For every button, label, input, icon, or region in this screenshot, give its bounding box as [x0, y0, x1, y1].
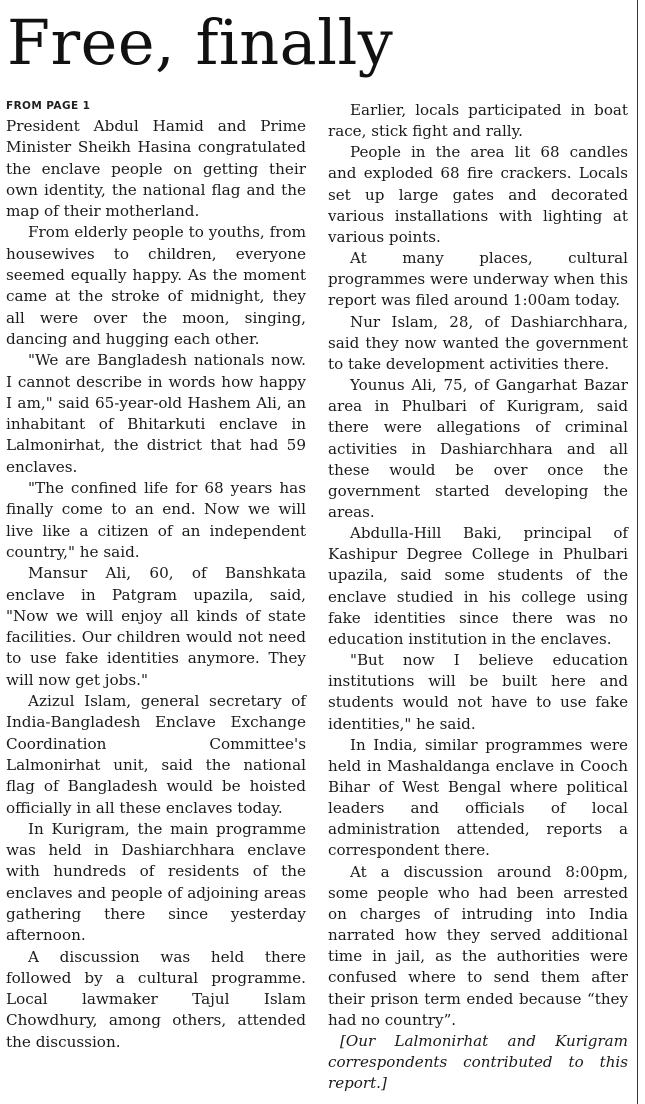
- credit-line: [Our Lalmonirhat and Kurigram correspondents contributed to this report.]: [328, 1031, 628, 1093]
- paragraph: In India, similar programmes were held in Mashaldanga enclave in Cooch Bihar of West Bengal where political leaders and officials of local administration attended, reports a correspondent there.: [328, 735, 628, 860]
- paragraph: "We are Bangladesh nationals now. I cannot describe in words how happy I am," said 65-year-old Hashem Ali, an inhabitant of Bhitarkuti enclave in Lalmonirhat, the district that had 59 enclaves.: [6, 351, 306, 476]
- left-column: [6, 100, 306, 1053]
- right-column: [328, 100, 628, 1094]
- paragraph: At many places, cultural programmes were underway when this report was filed around 1:00am today.: [328, 249, 628, 310]
- paragraph: At a discussion around 8:00pm, some people who had been arrested on charges of intruding into India narrated how they served additional time in jail, as the authorities were confused where to send them after their prison term ended because “they had no country”.: [328, 862, 628, 1029]
- paragraph: From elderly people to youths, from housewives to children, everyone seemed equally happy. As the moment came at the stroke of midnight, they all were over the moon, singing, dancing and hugging each other.: [6, 223, 306, 348]
- column-rule: [637, 0, 638, 1104]
- paragraph: President Abdul Hamid and Prime Minister Sheikh Hasina congratulated the enclave people on getting their own identity, the national flag and the map of their motherland.: [6, 117, 306, 221]
- paragraph: Mansur Ali, 60, of Banshkata enclave in Patgram upazila, said, "Now we will enjoy all kinds of state facilities. Our children would not need to use fake identities anymore. They will now get jobs.": [6, 564, 306, 689]
- paragraph: People in the area lit 68 candles and exploded 68 fire crackers. Locals set up large gates and decorated various installations with lighting at various points.: [328, 143, 628, 246]
- paragraph: Nur Islam, 28, of Dashiarchhara, said they now wanted the government to take development activities there.: [328, 312, 628, 373]
- paragraph: In Kurigram, the main programme was held in Dashiarchhara enclave with hundreds of residents of the enclaves and people of adjoining areas gathering there since yesterday afternoon.: [6, 819, 306, 945]
- paragraph: "But now I believe education institutions will be built here and students would not have to use fake identities," he said.: [328, 651, 628, 733]
- paragraph: A discussion was held there followed by a cultural programme. Local lawmaker Tajul Islam Chowdhury, among others, attended the discussion.: [6, 947, 306, 1051]
- paragraph: "The confined life for 68 years has finally come to an end. Now we will live like a citizen of an independent country," he said.: [6, 479, 306, 561]
- paragraph: Azizul Islam, general secretary of India-Bangladesh Enclave Exchange Coordination Committee's Lalmonirhat unit, said the national flag of Bangladesh would be hoisted officially in all these enclaves today.: [6, 692, 306, 817]
- headline: Free, finally: [7, 6, 394, 79]
- paragraph: Earlier, locals participated in boat race, stick fight and rally.: [328, 101, 628, 141]
- paragraph: Abdulla-Hill Baki, principal of Kashipur Degree College in Phulbari upazila, said some students of the enclave studied in his college using fake identities since there was no education institution in the enclaves.: [328, 524, 628, 648]
- kicker: FROM PAGE 1: [6, 100, 91, 112]
- paragraph: Younus Ali, 75, of Gangarhat Bazar area in Phulbari of Kurigram, said there were allegations of criminal activities in Dashiarchhara and all these would be over once the government started developing the areas.: [328, 376, 628, 521]
